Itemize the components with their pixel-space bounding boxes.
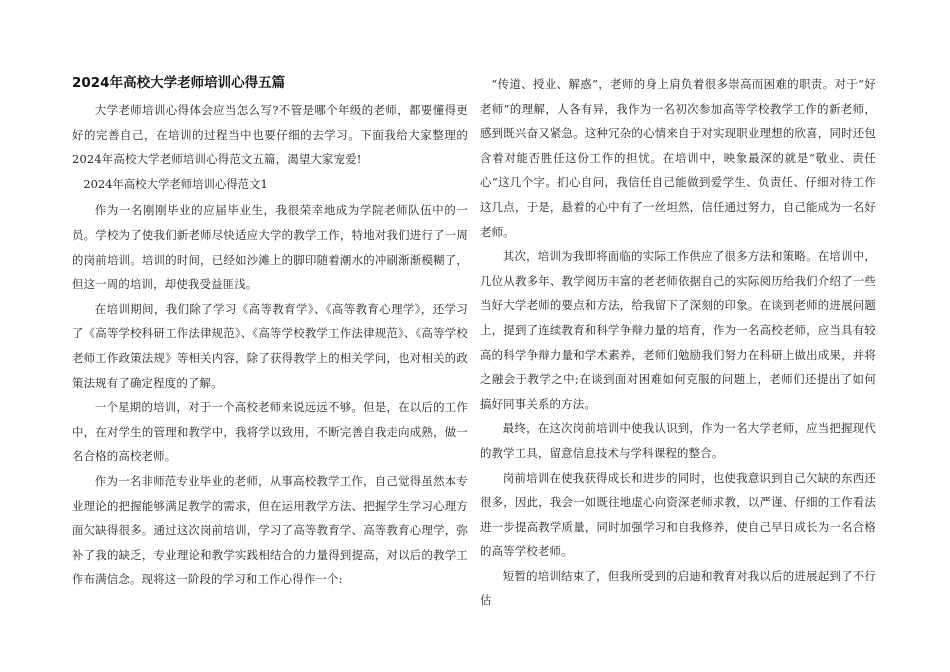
intro-paragraph: 大学老师培训心得体会应当怎么写?不管是哪个年级的老师，都要懂得更好的完善自己，在培训的过程当中也要仔细的去学习。下面我给大家整理的2024年高校大学老师培训心得范文五篇，渴望大家宠爱! <box>72 103 468 167</box>
paragraph: 其次，培训为我即将面临的实际工作供应了很多方法和策略。在培训中，几位从教多年、教学阅历丰富的老老师依据自己的实际阅历给我们介绍了一些当好大学老师的要点和方法，给我留下了深刻的印象。在谈到老师的进展问题上，提到了连续教育和科学争辩力量的培育，作为一名高校老师，应当具有较高的科学争辩力量和学术素养，老师们勉励我们努力在科研上做出成果，并将之融会于教学之中;在谈到面对困难如何克服的问题上，老师们还提出了如何搞好同事关系的方法。 <box>480 249 876 411</box>
paragraph: 岗前培训在使我获得成长和进步的同时，也使我意识到自己欠缺的东西还很多，因此，我会一如既往地虚心向资深老师求教，以严谨、仔细的工作看法进一步提高教学质量，同时加强学习和自我修养，使自己早日成长为一名合格的高等学校老师。 <box>480 470 876 559</box>
document-title: 2024年高校大学老师培训心得五篇 <box>72 75 286 91</box>
left-column <box>72 72 468 592</box>
paragraph: 作为一名刚刚毕业的应届毕业生，我很荣幸地成为学院老师队伍中的一员。学校为了使我们新老师尽快适应大学的教学工作，特地对我们进行了一周的岗前培训。培训的时间，已经如沙滩上的脚印随着潮水的冲刷渐渐模糊了，但这一周的培训，却使我受益匪浅。 <box>72 203 468 292</box>
section-heading: 2024年高校大学老师培训心得范文1 <box>83 176 268 191</box>
paragraph: 一个星期的培训，对于一个高校老师来说远远不够。但是，在以后的工作中，在对学生的管理和教学中，我将学以致用，不断完善自我走向成熟，做一名合格的高校老师。 <box>72 400 468 464</box>
paragraph: 在培训期间，我们除了学习《高等教育学》、《高等教育心理学》，还学习了《高等学校科研工作法律规范》、《高等学校教学工作法律规范》、《高等学校老师工作政策法规》等相关内容，除了获得教学上的相关学问，也对相关的政策法规有了确定程度的了解。 <box>72 301 468 390</box>
right-column <box>480 72 876 613</box>
paragraph: “传道、授业、解惑”，老师的身上肩负着很多崇高而困难的职责。对于“好老师”的理解，人各有异，我作为一名初次参加高等学校教学工作的新老师，感到既兴奋又紧急。这种冗杂的心情来自于对实现职业理想的欣喜，同时还包含着对能否胜任这份工作的担忧。在培训中，映象最深的就是“敬业、责任心”这几个字。扪心自问，我信任自己能做到爱学生、负责任、仔细对待工作这几点，于是，悬着的心中有了一丝坦然，信任通过努力，自己能成为一名好老师。 <box>480 77 876 239</box>
paragraph: 作为一名非师范专业毕业的老师，从事高校教学工作，自己觉得虽然本专业理论的把握能够满足教学的需求，但在运用教学方法、把握学生学习心理方面欠缺得很多。通过这次岗前培训，学习了高等教育学、高等教育心理学，弥补了我的缺乏，专业理论和教学实践相结合的力量得到提高，对以后的教学工作布满信念。现将这一阶段的学习和工作心得作一个: <box>72 473 468 587</box>
paragraph: 最终，在这次岗前培训中使我认识到，作为一名大学老师，应当把握现代的教学工具，留意信息技术与学科课程的整合。 <box>480 421 876 460</box>
paragraph: 短暂的培训结束了，但我所受到的启迪和教育对我以后的进展起到了不行估 <box>480 568 876 608</box>
